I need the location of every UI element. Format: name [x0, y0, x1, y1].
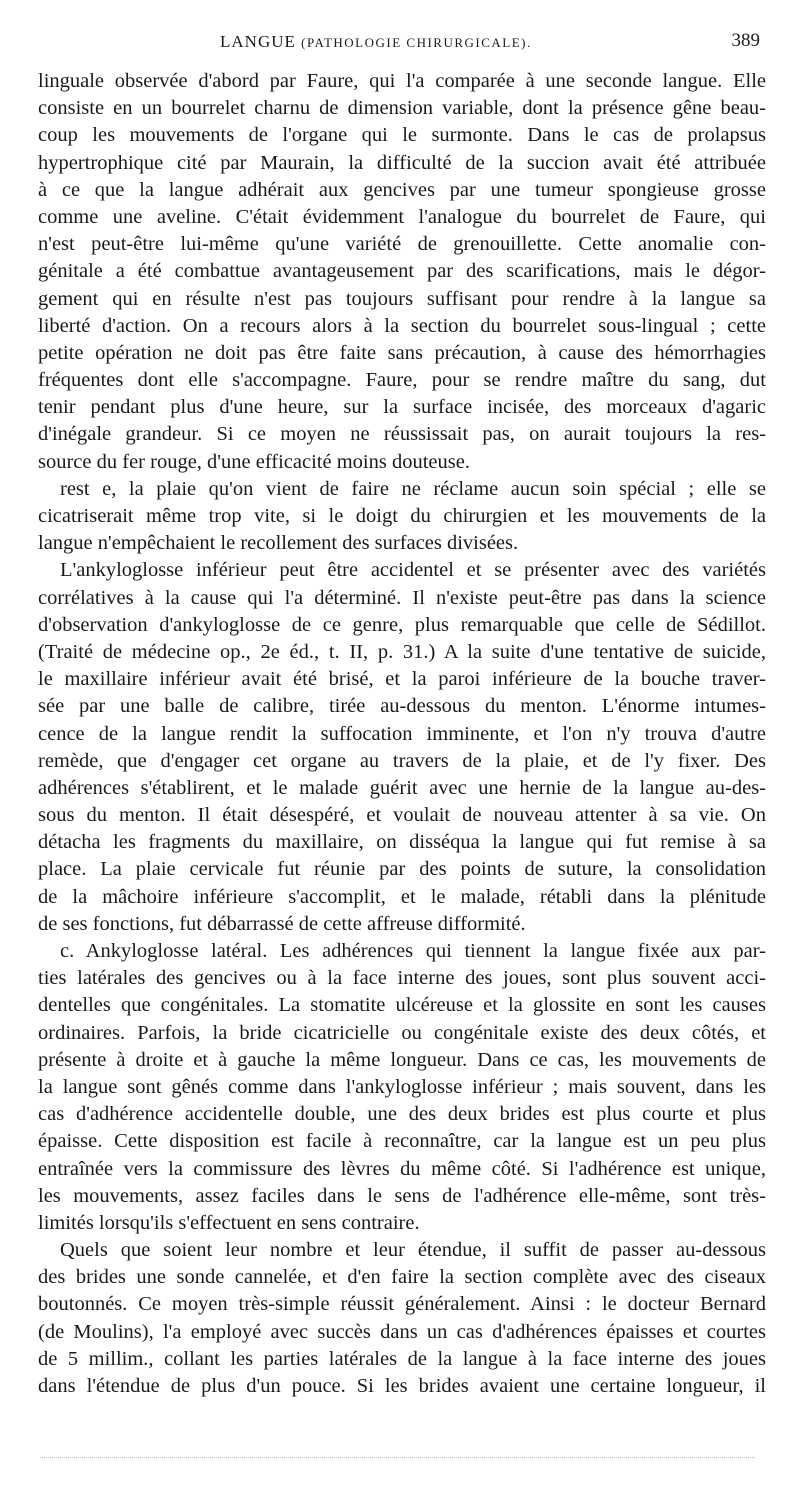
- text-line: ties latérales des gencives ou à la face interne des joues, sont plus souvent acci-: [38, 967, 766, 990]
- text-line: (Traité de médecine op., 2e éd., t. II, p. 31.) A la suite d'une tentative de suicide,: [38, 640, 766, 663]
- footer-dotted-rule: [40, 1457, 755, 1458]
- text-line: petite opération ne doit pas être faite sans précaution, à cause des hémorrhagies: [38, 341, 766, 364]
- paragraph-frenum-bulge: [38, 68, 766, 476]
- text-line: boutonnés. Ce moyen très-simple réussit généralement. Ainsi : le docteur Bernard: [38, 1293, 766, 1316]
- text-line: c. Ankyloglosse latéral. Les adhérences qui tiennent la langue fixée aux par-: [60, 940, 766, 962]
- running-head-title: LANGUE: [220, 32, 296, 51]
- page-header: [38, 30, 766, 58]
- text-line: de 5 millim., collant les parties latérales de la langue à la face interne des joues: [38, 1347, 766, 1370]
- text-line: entraînée vers la commissure des lèvres du même côté. Si l'adhérence est unique,: [38, 1157, 766, 1180]
- page-number: 389: [731, 30, 760, 51]
- text-line: linguale observée d'abord par Faure, qui l'a comparée à une seconde langue. Elle: [38, 70, 766, 92]
- text-line: cas d'adhérence accidentelle double, une des deux brides est plus courte et plus: [38, 1103, 766, 1126]
- page-body: [38, 68, 766, 1400]
- text-line: consiste en un bourrelet charnu de dimension variable, dont la présence gêne beau-: [38, 97, 766, 120]
- text-line: de ses fonctions, fut débarrassé de cette affreuse difformité.: [38, 912, 526, 935]
- text-line: remède, que d'engager cet organe au travers de la plaie, et de l'y fixer. Des: [38, 749, 766, 772]
- text-line: adhérences s'établirent, et le malade guérit avec une hernie de la langue au-des-: [38, 776, 766, 799]
- text-line: gement qui en résulte n'est pas toujours suffisant pour rendre à la langue sa: [38, 287, 766, 310]
- text-line: génitale a été combattue avantageusement par des scarifications, mais le dégor-: [38, 260, 766, 283]
- text-line: n'est peut-être lui-même qu'une variété de grenouillette. Cette anomalie con-: [38, 233, 766, 256]
- text-line: source du fer rouge, d'une efficacité moins douteuse.: [38, 450, 470, 473]
- text-line: cence de la langue rendit la suffocation imminente, et l'on n'y trouva d'autre: [38, 722, 766, 745]
- text-line: les mouvements, assez faciles dans le sens de l'adhérence elle-même, sont très-: [38, 1184, 766, 1207]
- running-head-subtitle: (PATHOLOGIE CHIRURGICALE).: [301, 35, 532, 50]
- text-line: cicatriserait même trop vite, si le doigt du chirurgien et les mouvements de la: [38, 505, 766, 527]
- text-line: Quels que soient leur nombre et leur étendue, il suffit de passer au-dessous: [60, 1239, 766, 1262]
- text-line: rest e, la plaie qu'on vient de faire ne réclame aucun soin spécial ; elle se: [60, 477, 766, 500]
- text-line: le maxillaire inférieur avait été brisé, et la paroi inférieure de la bouche traver-: [38, 668, 766, 691]
- text-line: dentelles que congénitales. La stomatite ulcéreuse et la glossite en sont les causes: [38, 994, 766, 1017]
- text-line: des brides une sonde cannelée, et d'en faire la section complète avec des ciseaux: [38, 1266, 766, 1289]
- text-line: fréquentes dont elle s'accompagne. Faure, pour se rendre maître du sang, dut: [38, 369, 766, 392]
- paragraph-wound-care: [38, 476, 766, 558]
- text-line: présente à droite et à gauche la même longueur. Dans ce cas, les mouvements de: [38, 1048, 766, 1071]
- text-line: épaisse. Cette disposition est facile à reconnaître, car la langue est un peu plus: [38, 1130, 766, 1153]
- text-line: liberté d'action. On a recours alors à la section du bourrelet sous-lingual ; cette: [38, 314, 766, 337]
- text-line: sée par une balle de calibre, tirée au-dessous du menton. L'énorme intumes-: [38, 695, 766, 718]
- text-line: comme une aveline. C'était évidemment l'analogue du bourrelet de Faure, qui: [38, 205, 766, 228]
- paragraph-inferior-ankyloglossia: [38, 557, 766, 938]
- text-line: d'inégale grandeur. Si ce moyen ne réussissait pas, on aurait toujours la res-: [38, 423, 766, 446]
- text-line: place. La plaie cervicale fut réunie par des points de suture, la consolidation: [38, 858, 766, 881]
- text-line: tenir pendant plus d'une heure, sur la surface incisée, des morceaux d'agaric: [38, 396, 766, 419]
- text-line: dans l'étendue de plus d'un pouce. Si les brides avaient une certaine longueur, il: [38, 1375, 766, 1397]
- text-line: coup les mouvements de l'organe qui le surmonte. Dans le cas de prolapsus: [38, 124, 766, 147]
- text-line: hypertrophique cité par Maurain, la difficulté de la succion avait été attribuée: [38, 151, 766, 174]
- running-head: [220, 32, 532, 52]
- paragraph-lateral-ankyloglossia: [38, 938, 766, 1237]
- text-line: (de Moulins), l'a employé avec succès dans un cas d'adhérences épaisses et courtes: [38, 1320, 766, 1343]
- text-line: ordinaires. Parfois, la bride cicatricielle ou congénitale existe des deux côtés, et: [38, 1021, 766, 1044]
- text-line: à ce que la langue adhérait aux gencives par une tumeur spongieuse grosse: [38, 178, 766, 201]
- text-line: L'ankyloglosse inférieur peut être accidentel et se présenter avec des variétés: [60, 559, 766, 582]
- text-line: de la mâchoire inférieure s'accomplit, et le malade, rétabli dans la plénitude: [38, 885, 766, 908]
- text-line: d'observation d'ankyloglosse de ce genre, plus remarquable que celle de Sédillot.: [38, 613, 766, 636]
- text-line: corrélatives à la cause qui l'a déterminé. Il n'existe peut-être pas dans la science: [38, 586, 766, 609]
- text-line: sous du menton. Il était désespéré, et voulait de nouveau attenter à sa vie. On: [38, 804, 766, 827]
- text-line: la langue sont gênés comme dans l'ankyloglosse inférieur ; mais souvent, dans les: [38, 1075, 766, 1098]
- paragraph-treatment: [38, 1237, 766, 1400]
- text-line: limités lorsqu'ils s'effectuent en sens contraire.: [38, 1211, 420, 1234]
- text-line: détacha les fragments du maxillaire, on disséqua la langue qui fut remise à sa: [38, 831, 766, 854]
- text-line: langue n'empêchaient le recollement des surfaces divisées.: [38, 532, 519, 555]
